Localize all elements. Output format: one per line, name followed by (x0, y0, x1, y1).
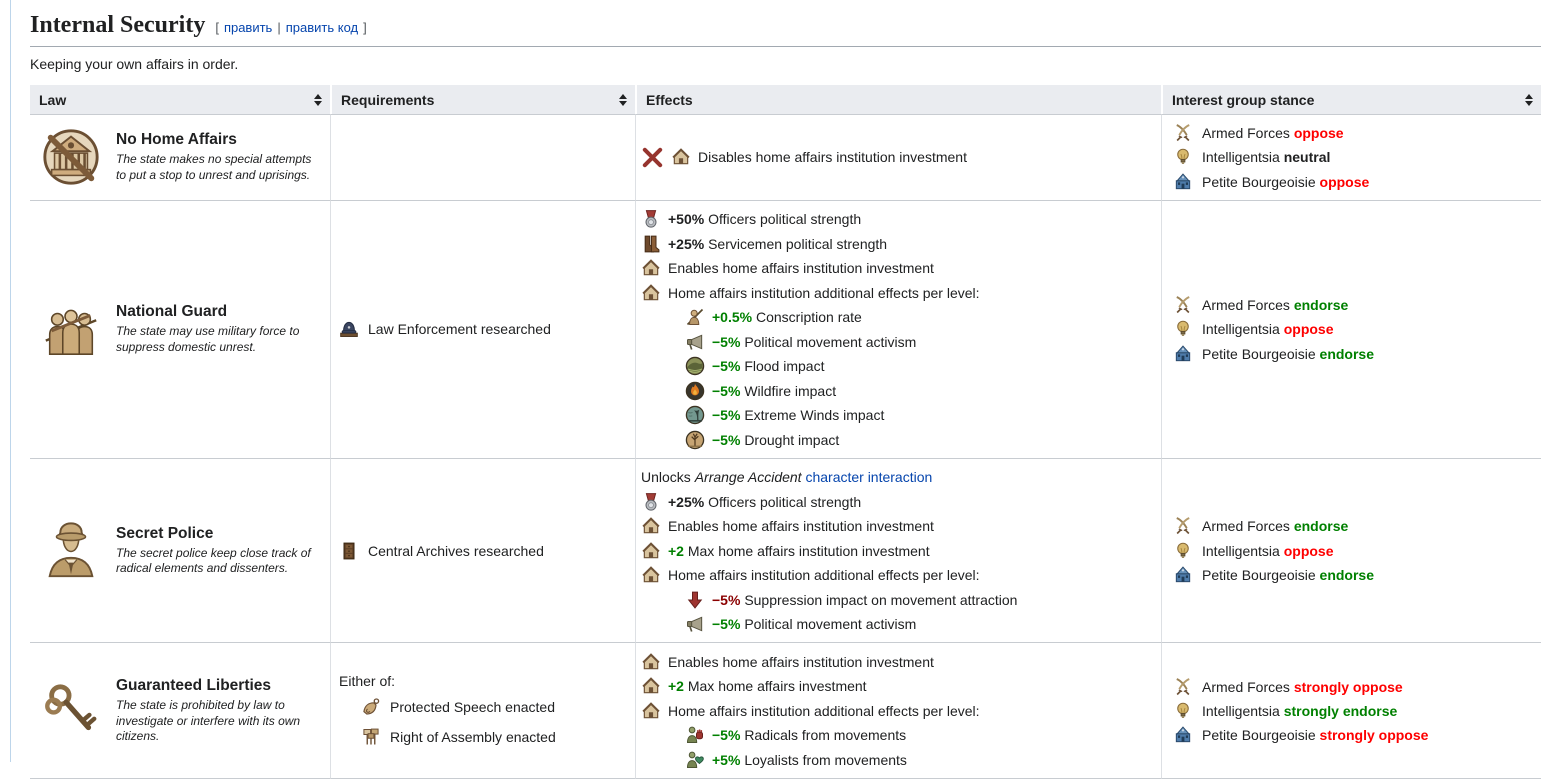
right-of-assembly-icon (361, 727, 381, 747)
law-cell (38, 298, 322, 360)
conscription-icon (685, 307, 705, 327)
effect-line: −5% Drought impact (641, 427, 1153, 452)
stance-value: endorse (1293, 518, 1349, 535)
edit-link[interactable]: править (223, 20, 273, 35)
stance-line: Intelligentsia oppose (1173, 317, 1533, 341)
effect-line: Home affairs institution additional effects per level: (641, 563, 1153, 588)
stance-line: Armed Forces endorse (1173, 293, 1533, 317)
requirements-cell (330, 458, 635, 643)
loyalists-icon (685, 750, 705, 770)
law-row-national-guard (30, 200, 1541, 458)
armed-forces-icon (1173, 295, 1193, 315)
effect-line: −5% Radicals from movements (641, 723, 1153, 748)
home-affairs-icon (641, 541, 661, 561)
law-cell (38, 520, 322, 582)
effect-line: Home affairs institution additional effects per level: (641, 699, 1153, 724)
section-heading (30, 12, 1541, 47)
stance-value: neutral (1283, 149, 1331, 166)
petite-bourgeoisie-icon (1173, 172, 1193, 192)
effect-line: +25% Officers political strength (641, 489, 1153, 514)
stance-line: Armed Forces oppose (1173, 121, 1533, 145)
suppression-arrow-icon (685, 590, 705, 610)
page-title: Internal Security (30, 12, 206, 38)
effect-line-unlock: Unlocks Arrange Accident character interaction (641, 469, 933, 486)
effect-line: −5% Political movement activism (641, 612, 1153, 637)
megaphone-icon (685, 332, 705, 352)
effect-line: Enables home affairs institution investment (641, 514, 1153, 539)
extreme-winds-icon (685, 405, 705, 425)
column-header-law[interactable]: Law (30, 85, 330, 114)
effect-line: +5% Loyalists from movements (641, 748, 1153, 773)
stance-line: Armed Forces strongly oppose (1173, 674, 1533, 698)
effect-line: −5% Political movement activism (641, 329, 1153, 354)
section-subtitle: Keeping your own affairs in order. (30, 56, 239, 72)
effect-line: +50% Officers political strength (641, 207, 1153, 232)
law-name: Secret Police (116, 524, 214, 542)
effect-line: Enables home affairs institution investment (641, 650, 1153, 675)
law-row-no-home-affairs (30, 114, 1541, 200)
officers-medal-icon (641, 492, 661, 512)
radicals-icon (685, 725, 705, 745)
wiki-content (30, 0, 1541, 779)
stance-value: endorse (1293, 297, 1349, 314)
effect-line: +2 Max home affairs institution investment (641, 538, 1153, 563)
police-helmet-icon (339, 319, 359, 339)
effect-line: −5% Extreme Winds impact (641, 403, 1153, 428)
stance-line: Petite Bourgeoisie oppose (1173, 170, 1533, 194)
stance-line: Intelligentsia strongly endorse (1173, 699, 1533, 723)
sort-icon[interactable] (314, 94, 322, 106)
no-home-affairs-icon (40, 126, 102, 188)
effects-cell (635, 458, 1161, 643)
stance-value: strongly oppose (1319, 727, 1429, 744)
stance-line: Petite Bourgeoisie endorse (1173, 342, 1533, 366)
home-affairs-icon (641, 258, 661, 278)
stance-value: oppose (1293, 125, 1344, 142)
effect-line: Enables home affairs institution investment (641, 256, 1153, 281)
intelligentsia-icon (1173, 319, 1193, 339)
sort-icon[interactable] (619, 94, 627, 106)
home-affairs-icon (641, 652, 661, 672)
petite-bourgeoisie-icon (1173, 344, 1193, 364)
drought-icon (685, 430, 705, 450)
effect-line: +0.5% Conscription rate (641, 305, 1153, 330)
wildfire-icon (685, 381, 705, 401)
stance-value: oppose (1283, 542, 1334, 559)
law-cell (38, 677, 322, 745)
intelligentsia-icon (1173, 147, 1193, 167)
requirement-line: Law Enforcement researched (339, 317, 627, 341)
requirement-prefix: Either of: (339, 672, 396, 689)
column-header-requirements[interactable]: Requirements (330, 85, 635, 114)
table-header-row (30, 85, 1541, 114)
effect-line: −5% Wildfire impact (641, 378, 1153, 403)
stance-line: Petite Bourgeoisie endorse (1173, 563, 1533, 587)
sort-icon[interactable] (1525, 94, 1533, 106)
law-description: The secret police keep close track of radical elements and dissenters. (116, 545, 311, 576)
stance-value: endorse (1319, 345, 1374, 362)
law-description: The state may use military force to suppress domestic unrest. (116, 324, 300, 354)
law-row-secret-police (30, 458, 1541, 643)
stance-line: Petite Bourgeoisie strongly oppose (1173, 723, 1533, 747)
character-interaction-link[interactable]: character interaction (805, 469, 933, 486)
content-left-border (10, 0, 11, 762)
stance-line: Intelligentsia neutral (1173, 145, 1533, 169)
law-description: The state makes no special attempts to put a stop to unrest and uprisings. (116, 152, 312, 182)
stance-cell (1161, 114, 1541, 200)
effect-line: Disables home affairs institution investment (641, 145, 1153, 170)
stance-value: strongly endorse (1283, 702, 1398, 719)
law-row-guaranteed-liberties (30, 642, 1541, 779)
stance-line: Intelligentsia oppose (1173, 538, 1533, 562)
effect-line: −5% Suppression impact on movement attraction (641, 587, 1153, 612)
home-affairs-icon (671, 147, 691, 167)
law-name: Guaranteed Liberties (116, 677, 272, 694)
stance-cell (1161, 458, 1541, 643)
guaranteed-liberties-icon (40, 680, 102, 742)
requirements-cell (330, 200, 635, 458)
national-guard-icon (40, 298, 102, 360)
effects-cell (635, 114, 1161, 200)
officers-medal-icon (641, 209, 661, 229)
armed-forces-icon (1173, 123, 1193, 143)
stance-value: oppose (1319, 173, 1370, 190)
armed-forces-icon (1173, 677, 1193, 697)
law-name: National Guard (116, 303, 228, 321)
secret-police-icon (40, 520, 102, 582)
home-affairs-icon (641, 516, 661, 536)
servicemen-boots-icon (641, 234, 661, 254)
requirement-line: Right of Assembly enacted (361, 725, 627, 749)
home-affairs-icon (641, 701, 661, 721)
disable-x-icon (641, 146, 664, 169)
effect-line: +25% Servicemen political strength (641, 231, 1153, 256)
petite-bourgeoisie-icon (1173, 565, 1193, 585)
home-affairs-icon (641, 676, 661, 696)
stance-cell (1161, 642, 1541, 779)
protected-speech-icon (361, 697, 381, 717)
requirements-cell (330, 114, 635, 200)
effect-line: −5% Flood impact (641, 354, 1153, 379)
law-description: The state is prohibited by law to investigate or interfere with its own citizens. (116, 698, 301, 744)
central-archives-icon (339, 541, 359, 561)
law-name: No Home Affairs (116, 131, 237, 149)
intelligentsia-icon (1173, 541, 1193, 561)
laws-table (30, 85, 1541, 779)
home-affairs-icon (641, 565, 661, 585)
intelligentsia-icon (1173, 701, 1193, 721)
megaphone-icon (685, 614, 705, 634)
stance-value: strongly oppose (1293, 678, 1403, 695)
effect-line: +2 Max home affairs investment (641, 674, 1153, 699)
edit-source-link[interactable]: править код (285, 20, 359, 35)
column-header-stance[interactable]: Interest group stance (1161, 85, 1541, 114)
stance-value: oppose (1283, 321, 1334, 338)
home-affairs-icon (641, 283, 661, 303)
requirements-cell (330, 642, 635, 779)
requirement-line: Protected Speech enacted (361, 695, 627, 719)
law-cell (38, 126, 322, 188)
stance-line: Armed Forces endorse (1173, 514, 1533, 538)
effects-cell (635, 642, 1161, 779)
stance-value: endorse (1319, 566, 1374, 583)
column-header-effects: Effects (635, 85, 1161, 114)
effect-line: Home affairs institution additional effects per level: (641, 280, 1153, 305)
edit-section: [ править | править код ] (215, 20, 367, 35)
requirement-line: Central Archives researched (339, 539, 627, 563)
petite-bourgeoisie-icon (1173, 725, 1193, 745)
armed-forces-icon (1173, 516, 1193, 536)
flood-icon (685, 356, 705, 376)
effects-cell (635, 200, 1161, 458)
stance-cell (1161, 200, 1541, 458)
